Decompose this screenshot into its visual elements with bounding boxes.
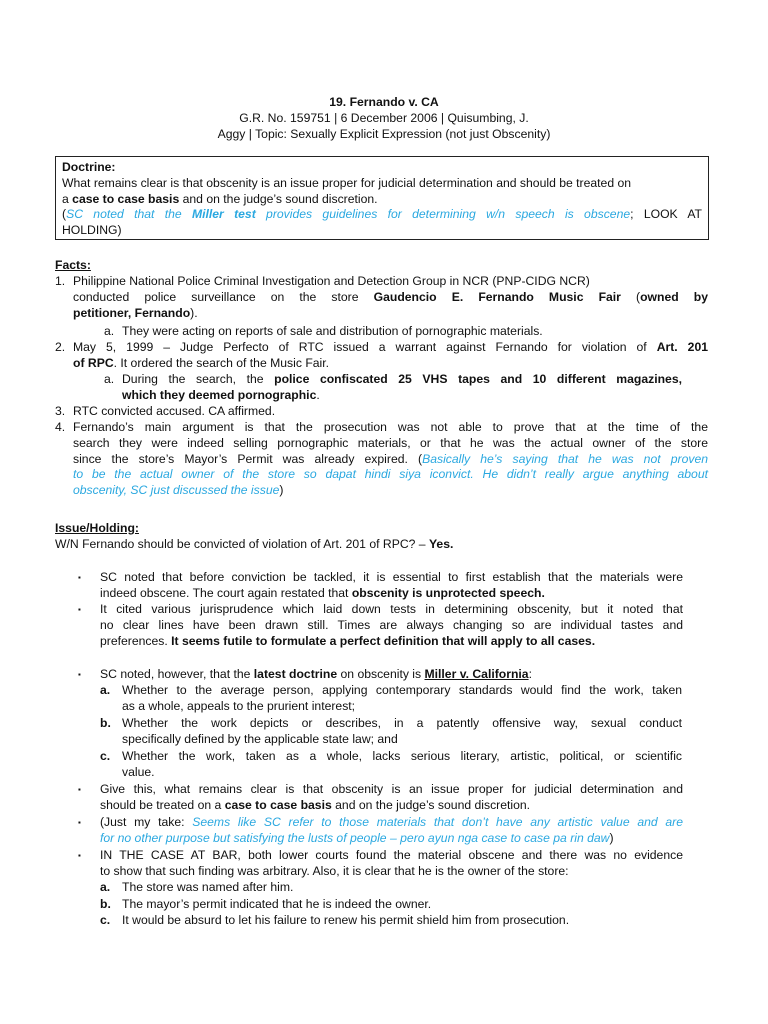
document-page: 19. Fernando v. CA G.R. No. 159751 | 6 December 2006 | Quisumbing, J. Aggy | Topic: Sexually Explicit Expression (not just Obscenity) Doctrine: What remains clear is that obscenity is an issue proper for judicial determination and should be treated on a case to case basis and on the judge’s sound discretion. (SC noted that the Miller test provides guidelines for determining w/n speech is obscene; LOOK AT HOLDING) Facts: 1. Philippine National Police Criminal Investigation and Detection Group in NCR (PNP-CIDG NCR) conducted police surveillance on the store Gaudencio E. Fernando Music Fair (owned by petitioner, Fernando). a. They were acting on reports of sale and distribution of pornographic materials. 2. May 5, 1999 – Judge Perfecto of RTC issued a warrant against Fernando for violation of Art. 201 of RPC. It ordered the search of the Music Fair. a. During the search, the police confiscated 25 VHS tapes and 10 different magazines, which they deemed pornographic. 3. RTC convicted accused. CA affirmed. 4. Fernando’s main argument is that the prosecution was not able to prove that at the time of the search they were indeed selling pornographic materials, or that he was the actual owner of the store since the store’s Mayor’s Permit was already expired. (Basically he’s saying that he was not proven to be the actual owner of the store so dapat hindi siya iconvict. He didn’t really argue anything about obscenity, SC just discussed the issue) Issue/Holding: W/N Fernando should be convicted of violation of Art. 201 of RPC? – Yes. ▪ SC noted that before conviction be tackled, it is essential to first establish that the materials were indeed obscene. The court again restated that obscenity is unprotected speech. ▪ It cited various jurisprudence which laid down tests in determining obscenity, but it noted that no clear lines have been drawn still. Times are always changing so are individual tastes and preferences. It seems futile to formulate a perfect definition that will apply to all cases. ▪ SC noted, however, that the latest doctrine on obscenity is Miller v. California: a. Whether to the average person, applying contemporary standards would find the work, taken as a whole, appeals to the prurient interest; b. Whether the work depicts or describes, in a patently offensive way, sexual conduct specifically defined by the applicable state law; and c. Whether the work, taken as a whole, lacks serious literary, artistic, political, or scientific value. ▪ Give this, what remains clear is that obscenity is an issue proper for judicial determination and should be treated on a case to case basis and on the judge’s sound discretion. ▪ (Just my take: Seems like SC refer to those materials that don’t have any artistic value and are for no other purpose but satisfying the lusts of people – pero ayun nga case to case pa rin daw) ▪ IN THE CASE AT BAR, both lower courts found the material obscene and there was no evidence to show that such finding was arbitrary. Also, it is clear that he is the owner of the store: a. The store was named after him. b. The mayor’s permit indicated that he is indeed the owner. c. It would be absurd to let his failure to renew his permit shield him from prosecution. (0, 0, 768, 1024)
issue-question: W/N Fernando should be convicted of violation of Art. 201 of RPC? – Yes. (55, 537, 454, 551)
doctrine-box (55, 156, 709, 240)
facts-heading: Facts: (55, 258, 91, 272)
doctrine-heading: Doctrine: (62, 160, 116, 174)
doctrine-note-end: HOLDING) (62, 223, 122, 238)
doctrine-note: (SC noted that the Miller test provides guidelines for determining w/n speech is obscene; LOOK AT (62, 207, 702, 222)
issue-heading: Issue/Holding: (55, 521, 139, 535)
doctrine-line: a case to case basis and on the judge’s sound discretion. (62, 191, 378, 206)
doctrine-line: What remains clear is that obscenity is an issue proper for judicial determination and should be treated on (62, 175, 632, 190)
case-topic: Aggy | Topic: Sexually Explicit Expression (not just Obscenity) (217, 127, 551, 141)
case-citation: G.R. No. 159751 | 6 December 2006 | Quisumbing, J. (239, 111, 529, 125)
case-title: 19. Fernando v. CA (329, 95, 439, 109)
